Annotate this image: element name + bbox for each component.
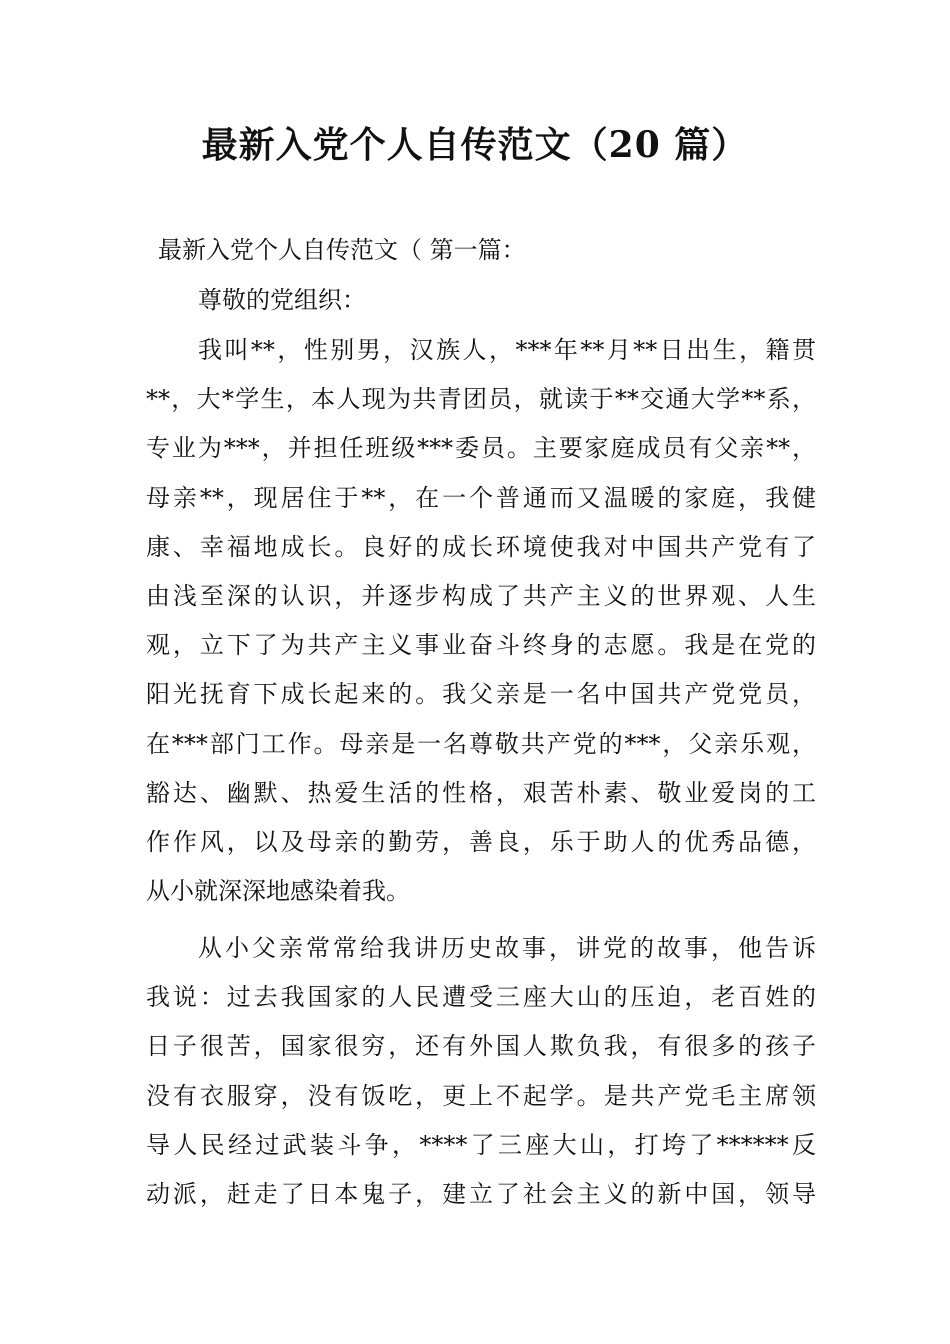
salutation: 尊敬的党组织： (198, 286, 366, 314)
paragraph-line: 豁达、幽默、热爱生活的性格，艰苦朴素、敬业爱岗的工 (146, 778, 816, 807)
paragraph-line: 康、幸福地成长。良好的成长环境使我对中国共产党有了 (146, 532, 816, 561)
paragraph-1 (146, 326, 816, 916)
paragraph-line: 母亲**，现居住于**，在一个普通而又温暖的家庭，我健 (146, 483, 816, 512)
paragraph-line: 在***部门工作。母亲是一名尊敬共产党的***，父亲乐观， (146, 729, 816, 758)
paragraph-line: **，大*学生，本人现为共青团员，就读于**交通大学**系， (146, 385, 816, 414)
paragraph-2 (146, 924, 816, 1219)
paragraph-line: 阳光抚育下成长起来的。我父亲是一名中国共产党党员， (146, 680, 816, 709)
paragraph-line: 从小父亲常常给我讲历史故事，讲党的故事，他告诉 (198, 934, 816, 962)
paragraph-line: 日子很苦，国家很穷，还有外国人欺负我，有很多的孩子 (146, 1032, 816, 1061)
paragraph-line: 作作风，以及母亲的勤劳，善良，乐于助人的优秀品德， (146, 827, 816, 856)
section-heading: 最新入党个人自传范文（ 第一篇： (158, 236, 526, 264)
paragraph-line: 我说：过去我国家的人民遭受三座大山的压迫，老百姓的 (146, 983, 816, 1012)
paragraph-line: 观，立下了为共产主义事业奋斗终身的志愿。我是在党的 (146, 631, 816, 660)
paragraph-line: 从小就深深地感染着我。 (146, 877, 410, 906)
paragraph-line: 没有衣服穿，没有饭吃，更上不起学。是共产党毛主席领 (146, 1081, 816, 1110)
paragraph-line: 专业为***，并担任班级***委员。主要家庭成员有父亲**， (146, 434, 816, 463)
paragraph-line: 导人民经过武装斗争，****了三座大山，打垮了******反 (146, 1130, 816, 1159)
paragraph-line: 由浅至深的认识，并逐步构成了共产主义的世界观、人生 (146, 581, 816, 610)
paragraph-line: 动派，赶走了日本鬼子，建立了社会主义的新中国，领导 (146, 1179, 816, 1208)
paragraph-line: 我叫**，性别男，汉族人，***年**月**日出生，籍贯 (198, 336, 816, 364)
document-title: 最新入党个人自传范文（20 篇） (201, 124, 749, 166)
